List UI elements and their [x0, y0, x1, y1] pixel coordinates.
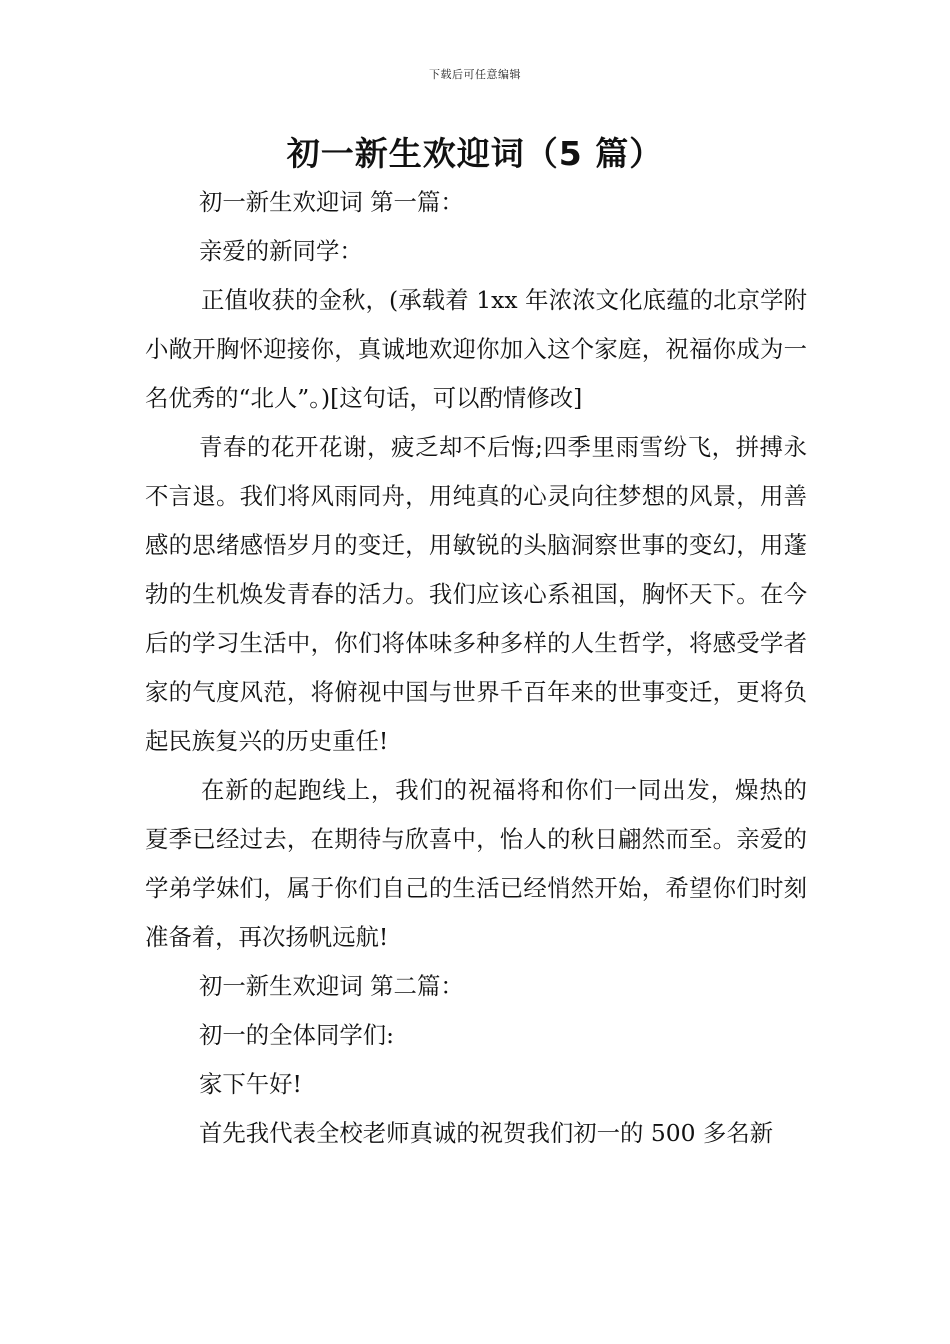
- salutation-2: 初一的全体同学们:: [199, 1021, 395, 1049]
- body-paragraph-2: 青春的花开花谢，疲乏却不后悔;四季里雨雪纷飞，拼搏永不言退。我们将风雨同舟，用纯真的心灵向往梦想的风景，用善感的思绪感悟岁月的变迁，用敏锐的头脑洞察世事的变幻，用蓬勃的生机焕发青春的活力。我们应该心系祖国，胸怀天下。在今后的学习生活中，你们将体味多种多样的人生哲学，将感受学者家的气度风范，将俯视中国与世界千百年来的世事变迁，更将负起民族复兴的历史重任!: [145, 433, 807, 755]
- document-body: [145, 178, 807, 1158]
- salutation-1: 亲爱的新同学：: [199, 237, 363, 265]
- greeting: 家下午好!: [199, 1070, 302, 1098]
- document-title: 初一新生欢迎词（5 篇）: [286, 134, 664, 173]
- header-note: 下载后可任意编辑: [429, 68, 521, 81]
- body-paragraph-4: 首先我代表全校老师真诚的祝贺我们初一的 500 多名新: [199, 1119, 774, 1147]
- section-heading-2: 初一新生欢迎词 第二篇：: [199, 972, 464, 1000]
- body-paragraph-3: 在新的起跑线上，我们的祝福将和你们一同出发，燥热的夏季已经过去，在期待与欣喜中，怡人的秋日翩然而至。亲爱的学弟学妹们，属于你们自己的生活已经悄然开始，希望你们时刻准备着，再次扬帆远航!: [145, 776, 807, 951]
- body-paragraph-1: 正值收获的金秋，(承载着 1xx 年浓浓文化底蕴的北京学附小敞开胸怀迎接你，真诚地欢迎你加入这个家庭，祝福你成为一名优秀的“北人”。)[这句话，可以酌情修改]: [145, 286, 807, 412]
- section-heading-1: 初一新生欢迎词 第一篇：: [199, 188, 464, 216]
